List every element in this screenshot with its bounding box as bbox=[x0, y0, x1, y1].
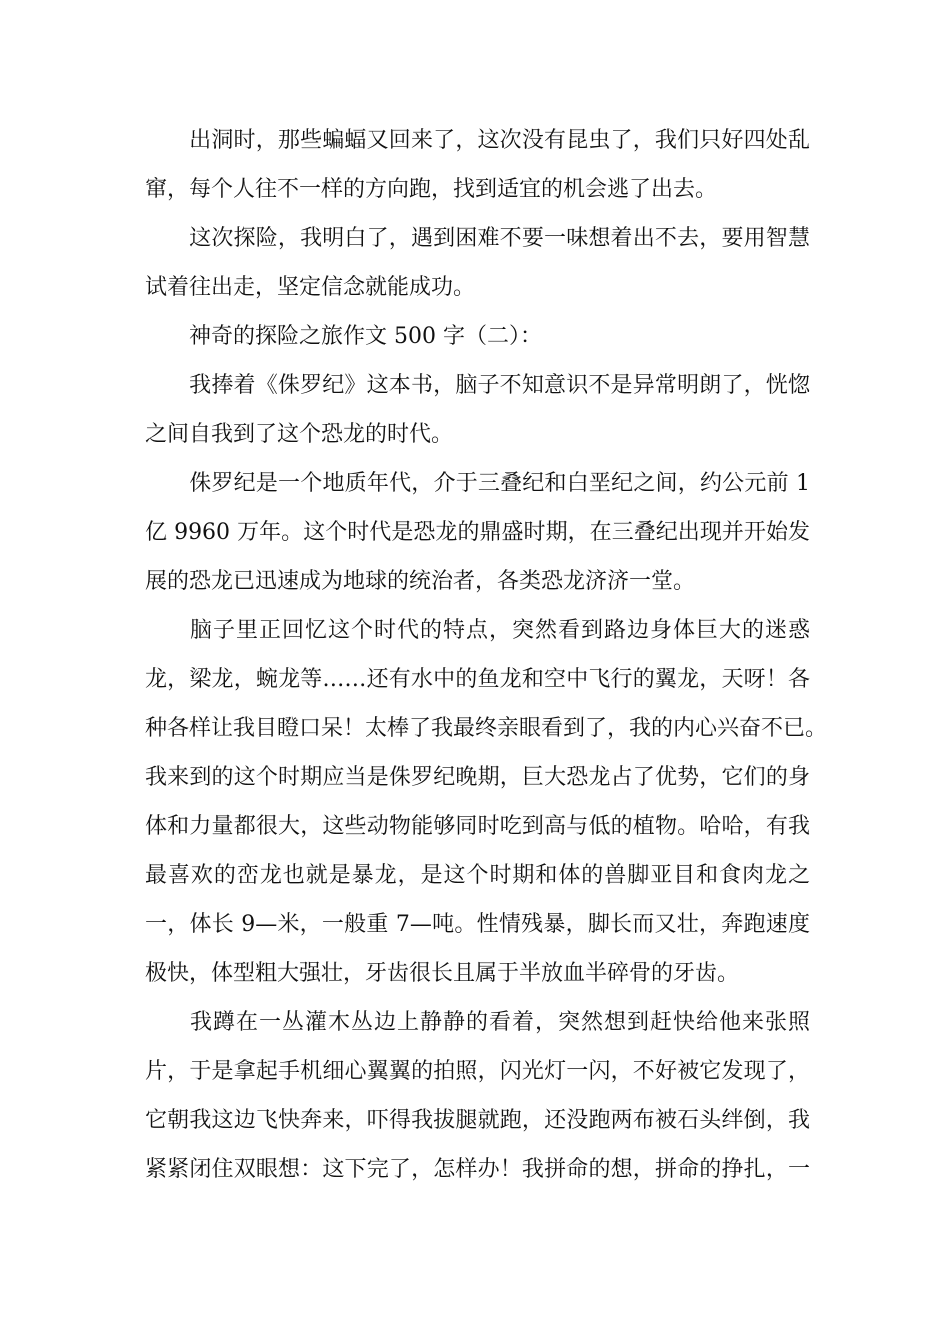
paragraph bbox=[145, 998, 810, 1194]
text-line: 侏罗纪是一个地质年代，介于三叠纪和白垩纪之间，约公元前 1 bbox=[189, 471, 810, 496]
paragraph bbox=[145, 459, 810, 606]
text-line: 紧紧闭住双眼想：这下完了，怎样办！我拼命的想，拼命的挣扎，一 bbox=[145, 1157, 810, 1182]
paragraph bbox=[145, 116, 810, 214]
text-line: 种各样让我目瞪口呆！太棒了我最终亲眼看到了，我的内心兴奋不已。 bbox=[145, 716, 828, 741]
text-line: 我捧着《侏罗纪》这本书，脑子不知意识不是异常明朗了，恍惚 bbox=[189, 373, 810, 398]
text-line: 最喜欢的峦龙也就是暴龙，是这个时期和体的兽脚亚目和食肉龙之 bbox=[145, 863, 810, 888]
document-page bbox=[145, 116, 828, 1194]
paragraph bbox=[145, 214, 810, 312]
paragraph bbox=[145, 606, 828, 998]
text-line: 它朝我这边飞快奔来，吓得我拔腿就跑，还没跑两布被石头绊倒，我 bbox=[145, 1108, 810, 1133]
text-line: 我蹲在一丛灌木丛边上静静的看着，突然想到赶快给他来张照 bbox=[189, 1010, 810, 1035]
text-line: 窜，每个人往不一样的方向跑，找到适宜的机会逃了出去。 bbox=[145, 177, 718, 202]
text-line: 神奇的探险之旅作文 500 字（二）： bbox=[189, 324, 542, 349]
text-line: 一，体长 9—米，一般重 7—吨。性情残暴，脚长而又壮，奔跑速度 bbox=[145, 912, 810, 937]
text-line: 体和力量都很大，这些动物能够同时吃到高与低的植物。哈哈，有我 bbox=[145, 814, 810, 839]
text-line: 龙，梁龙，蜿龙等……还有水中的鱼龙和空中飞行的翼龙，天呀！各 bbox=[145, 667, 810, 692]
text-line: 出洞时，那些蝙蝠又回来了，这次没有昆虫了，我们只好四处乱 bbox=[189, 128, 810, 153]
paragraph bbox=[145, 361, 810, 459]
text-line: 脑子里正回忆这个时代的特点，突然看到路边身体巨大的迷惑 bbox=[189, 618, 810, 643]
text-line: 极快，体型粗大强壮，牙齿很长且属于半放血半碎骨的牙齿。 bbox=[145, 961, 740, 986]
text-line: 之间自我到了这个恐龙的时代。 bbox=[145, 422, 454, 447]
text-line: 试着往出走，坚定信念就能成功。 bbox=[145, 275, 476, 300]
text-line: 这次探险，我明白了，遇到困难不要一味想着出不去，要用智慧 bbox=[189, 226, 810, 251]
section-heading bbox=[145, 312, 810, 361]
text-line: 片，于是拿起手机细心翼翼的拍照，闪光灯一闪，不好被它发现了， bbox=[145, 1059, 810, 1084]
text-line: 展的恐龙已迅速成为地球的统治者，各类恐龙济济一堂。 bbox=[145, 569, 696, 594]
text-line: 亿 9960 万年。这个时代是恐龙的鼎盛时期，在三叠纪出现并开始发 bbox=[145, 520, 810, 545]
text-line: 我来到的这个时期应当是侏罗纪晚期，巨大恐龙占了优势，它们的身 bbox=[145, 765, 810, 790]
